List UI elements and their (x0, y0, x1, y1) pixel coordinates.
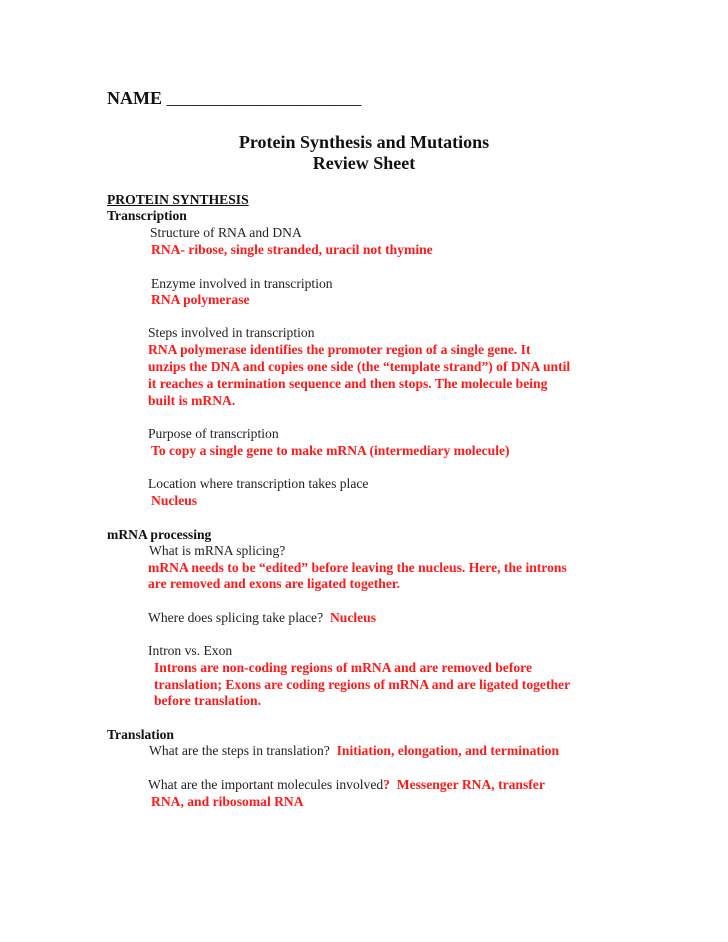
splicing-location (148, 609, 376, 627)
question: Location where transcription takes place (148, 476, 369, 491)
title-line-2: Review Sheet (312, 153, 416, 173)
question: Where does splicing take place? (148, 610, 324, 625)
answer-line: Introns are non-coding regions of mRNA and are removed before (154, 660, 532, 675)
name-label: NAME (107, 88, 162, 108)
answer-line: translation; Exons are coding regions of mRNA and are ligated together (154, 677, 571, 692)
answer-line: RNA polymerase identifies the promoter region of a single gene. It (148, 342, 531, 357)
answer-line: built is mRNA. (148, 393, 236, 408)
answer-line: are removed and exons are ligated together. (148, 576, 401, 591)
processing-heading: mRNA processing (107, 527, 212, 542)
question: Intron vs. Exon (148, 643, 233, 658)
question: What is mRNA splicing? (149, 543, 286, 558)
answer-line: unzips the DNA and copies one side (the “template strand”) of DNA until (148, 359, 571, 374)
name-field[interactable] (107, 87, 362, 111)
translation-steps (149, 742, 559, 760)
question: Structure of RNA and DNA (150, 225, 302, 240)
translation-molecules (148, 776, 545, 794)
question-mark: ? (383, 777, 390, 792)
answer-line: RNA, and ribosomal RNA (151, 794, 304, 809)
answer-line: before translation. (154, 693, 261, 708)
translation-heading: Translation (107, 727, 174, 742)
answer: RNA- ribose, single stranded, uracil not thymine (151, 242, 433, 257)
answer: Nucleus (329, 610, 377, 625)
answer: RNA polymerase (151, 292, 250, 307)
answer: Nucleus (151, 493, 198, 508)
answer-line: mRNA needs to be “edited” before leaving the nucleus. Here, the introns (148, 560, 567, 575)
question: What are the steps in translation? (149, 743, 330, 758)
question: Enzyme involved in transcription (151, 276, 333, 291)
question: Purpose of transcription (148, 426, 279, 441)
name-blank[interactable]: ______________________________ (166, 92, 362, 107)
answer: Initiation, elongation, and termination (336, 743, 560, 758)
question: What are the important molecules involved (148, 777, 384, 792)
question: Steps involved in transcription (148, 325, 315, 340)
section-heading: PROTEIN SYNTHESIS (107, 192, 249, 207)
answer-line: it reaches a termination sequence and then stops. The molecule being (148, 376, 548, 391)
answer: To copy a single gene to make mRNA (intermediary molecule) (151, 443, 510, 458)
answer-line: Messenger RNA, transfer (396, 777, 545, 792)
transcription-heading: Transcription (107, 208, 187, 223)
title-line-1: Protein Synthesis and Mutations (238, 132, 490, 152)
